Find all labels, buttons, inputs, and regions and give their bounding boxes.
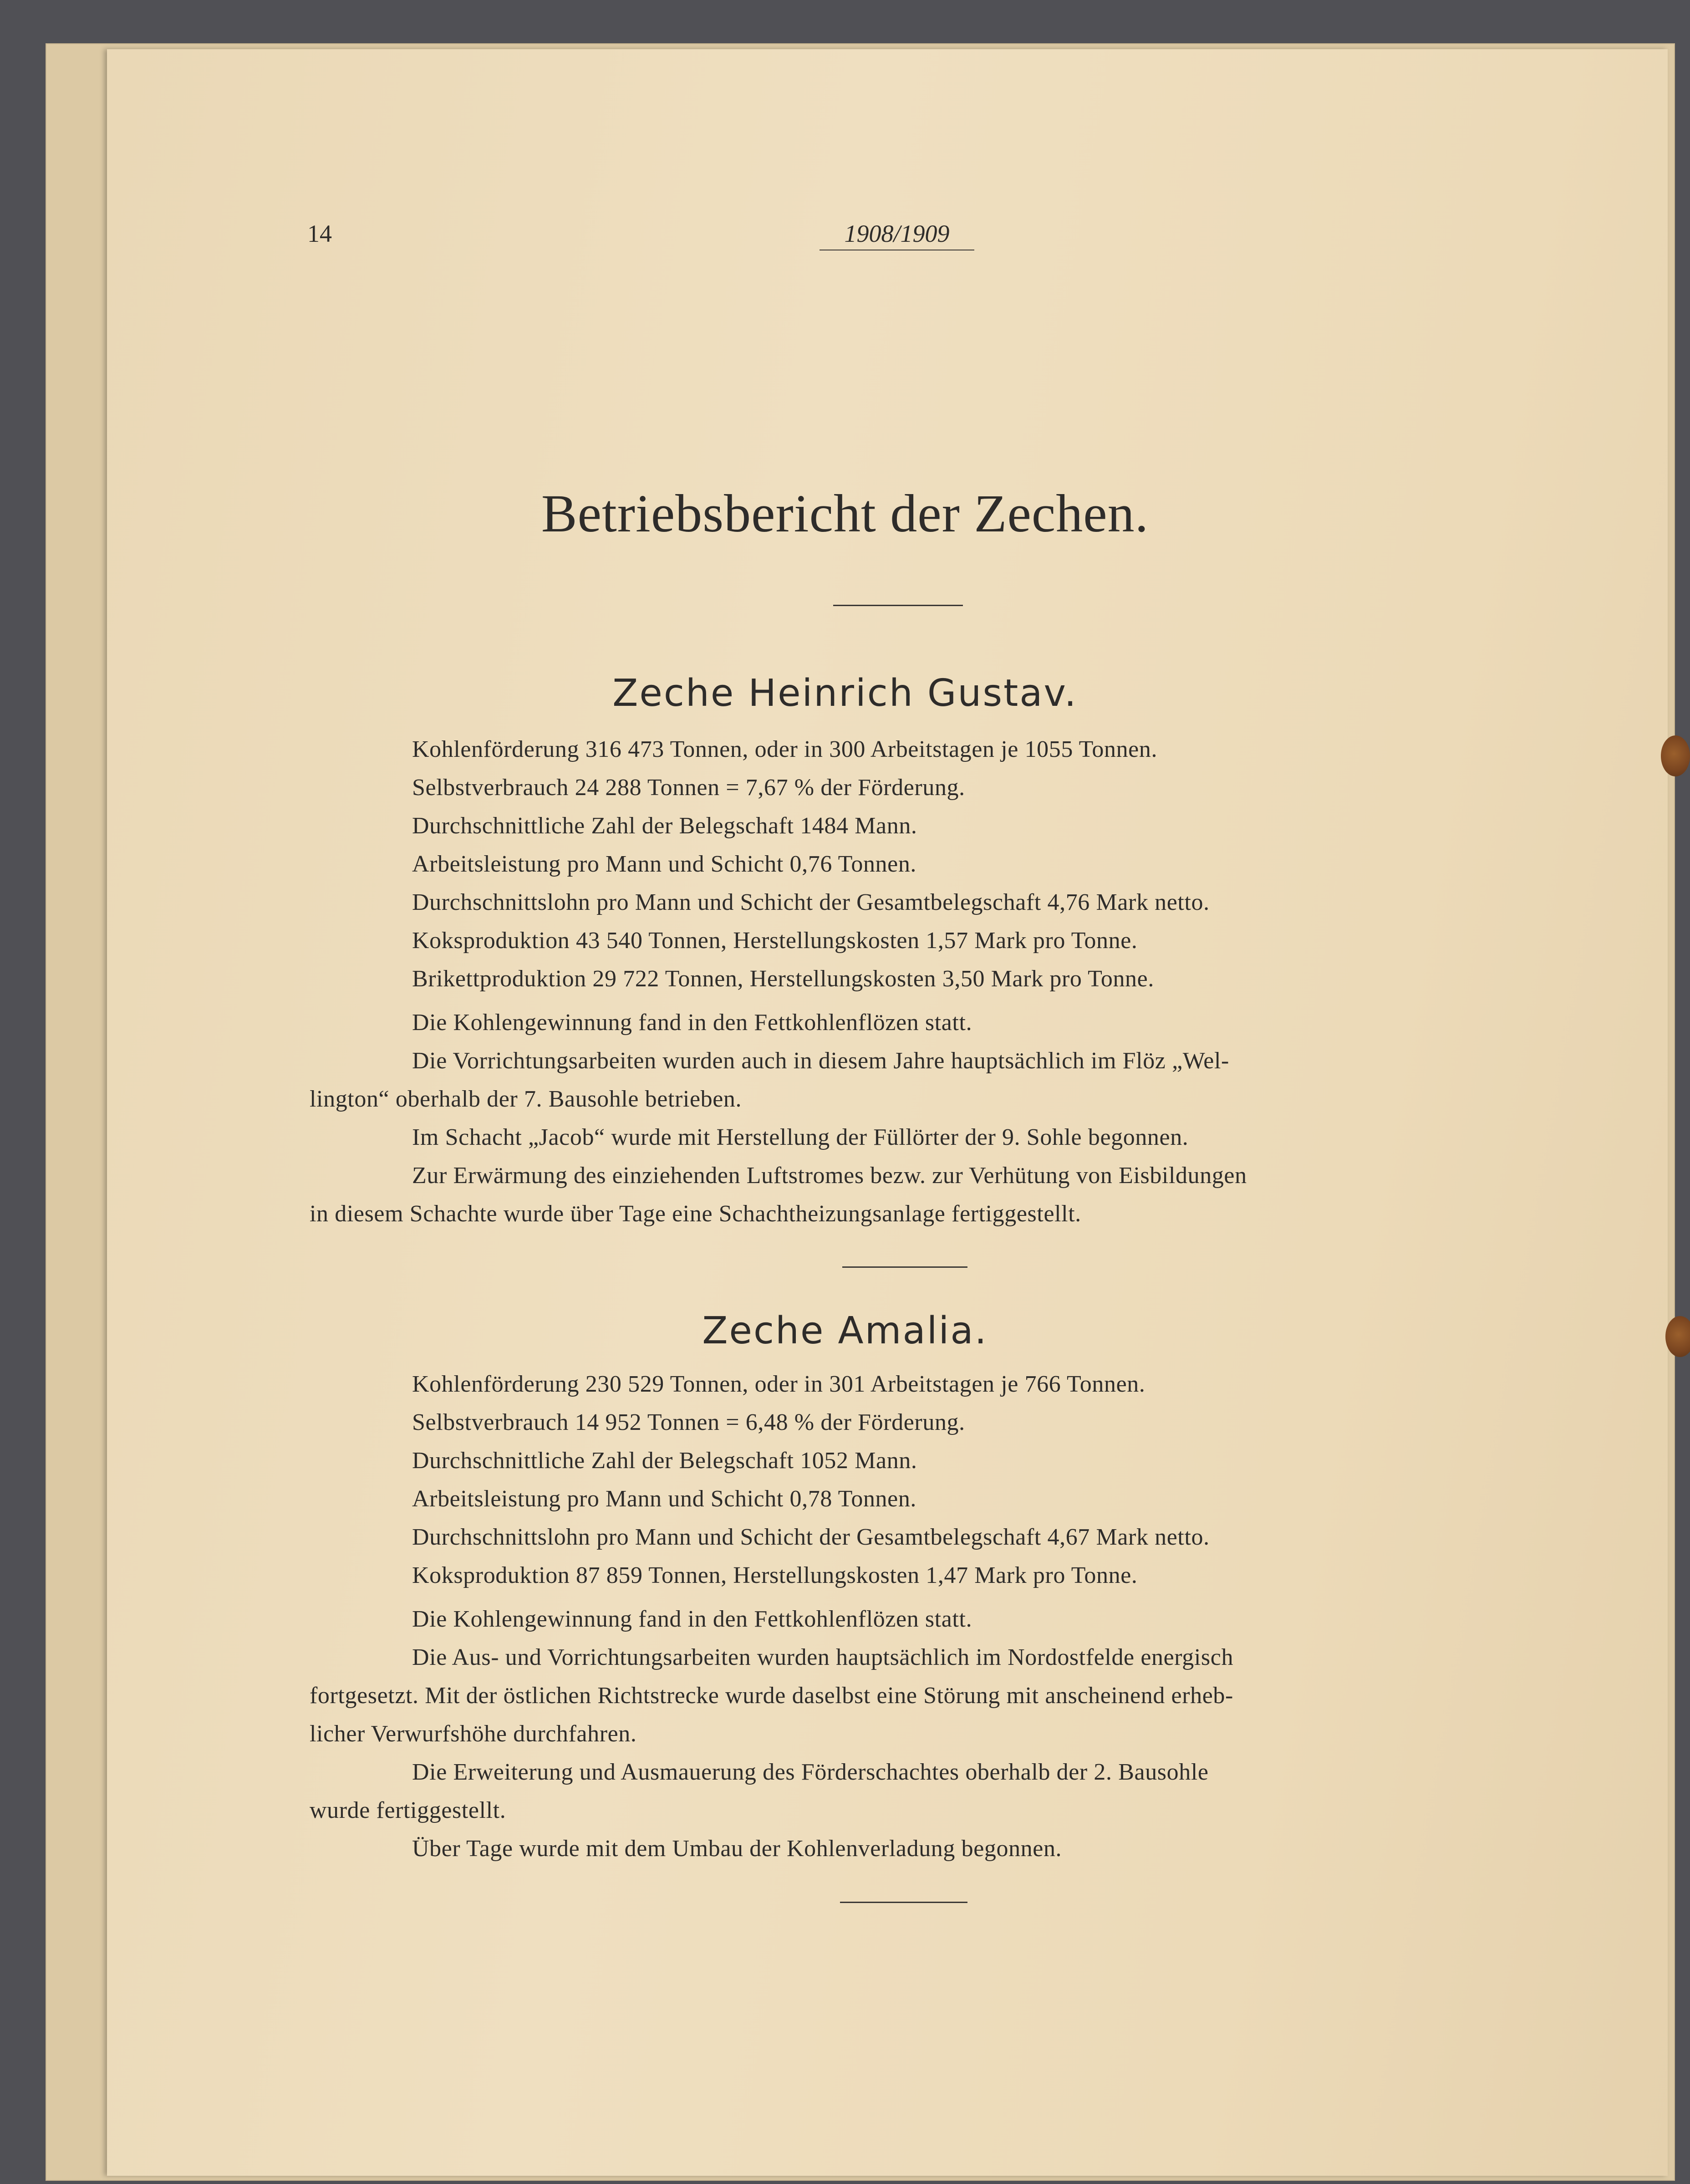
section-divider	[842, 1266, 967, 1268]
paragraph-line: lington“ oberhalb der 7. Bausohle betrieben.	[310, 1086, 742, 1112]
running-head-year: 1908/1909	[820, 219, 974, 250]
paragraph-line: Die Kohlengewinnung fand in den Fettkohlenflözen statt.	[412, 1010, 972, 1036]
paragraph-line: Brikettproduktion 29 722 Tonnen, Herstellungskosten 3,50 Mark pro Tonne.	[412, 966, 1154, 992]
paragraph-line: Koksproduktion 87 859 Tonnen, Herstellungskosten 1,47 Mark pro Tonne.	[412, 1562, 1138, 1588]
paragraph-line: Koksproduktion 43 540 Tonnen, Herstellungskosten 1,57 Mark pro Tonne.	[412, 928, 1138, 954]
paragraph-line: Kohlenförderung 230 529 Tonnen, oder in 301 Arbeitstagen je 766 Tonnen.	[412, 1371, 1145, 1397]
page-number: 14	[307, 220, 332, 247]
paragraph-line: Zur Erwärmung des einziehenden Luftstromes bezw. zur Verhütung von Eisbildungen	[412, 1163, 1247, 1189]
paragraph-line: Selbstverbrauch 14 952 Tonnen = 6,48 % der Förderung.	[412, 1409, 965, 1435]
paragraph-line: in diesem Schachte wurde über Tage eine Schachtheizungsanlage fertiggestellt.	[310, 1201, 1081, 1227]
paragraph-line: fortgesetzt. Mit der östlichen Richtstrecke wurde daselbst eine Störung mit anscheinend erheb-	[310, 1683, 1233, 1709]
end-divider	[840, 1902, 967, 1903]
paragraph-line: Arbeitsleistung pro Mann und Schicht 0,76 Tonnen.	[412, 851, 917, 877]
paragraph-line: Die Aus- und Vorrichtungsarbeiten wurden hauptsächlich im Nordostfelde energisch	[412, 1644, 1234, 1670]
paragraph-line: Über Tage wurde mit dem Umbau der Kohlenverladung begonnen.	[412, 1836, 1062, 1862]
paragraph-line: Im Schacht „Jacob“ wurde mit Herstellung der Füllörter der 9. Sohle begonnen.	[412, 1124, 1189, 1150]
section-title-heinrich-gustav: Zeche Heinrich Gustav.	[612, 672, 1078, 715]
paragraph-line: Selbstverbrauch 24 288 Tonnen = 7,67 % der Förderung.	[412, 775, 965, 801]
paragraph-line: Durchschnittslohn pro Mann und Schicht der Gesamtbelegschaft 4,76 Mark netto.	[412, 889, 1210, 915]
paragraph-line: Durchschnittslohn pro Mann und Schicht der Gesamtbelegschaft 4,67 Mark netto.	[412, 1524, 1210, 1550]
paragraph-line: Die Kohlengewinnung fand in den Fettkohlenflözen statt.	[412, 1606, 972, 1632]
paragraph-line: Durchschnittliche Zahl der Belegschaft 1052 Mann.	[412, 1448, 917, 1474]
paragraph-line: Die Erweiterung und Ausmauerung des Förderschachtes oberhalb der 2. Bausohle	[412, 1759, 1209, 1785]
paragraph-line: wurde fertiggestellt.	[310, 1797, 506, 1823]
paragraph-line: licher Verwurfshöhe durchfahren.	[310, 1721, 637, 1747]
paragraph-line: Kohlenförderung 316 473 Tonnen, oder in 300 Arbeitstagen je 1055 Tonnen.	[412, 736, 1158, 762]
page-title: Betriebsbericht der Zechen.	[541, 484, 1149, 543]
section-title-amalia: Zeche Amalia.	[702, 1309, 988, 1352]
paragraph-line: Die Vorrichtungsarbeiten wurden auch in diesem Jahre hauptsächlich im Flöz „Wel-	[412, 1048, 1229, 1074]
paragraph-line: Durchschnittliche Zahl der Belegschaft 1484 Mann.	[412, 813, 917, 839]
title-divider	[833, 605, 963, 606]
paragraph-line: Arbeitsleistung pro Mann und Schicht 0,78 Tonnen.	[412, 1486, 917, 1512]
